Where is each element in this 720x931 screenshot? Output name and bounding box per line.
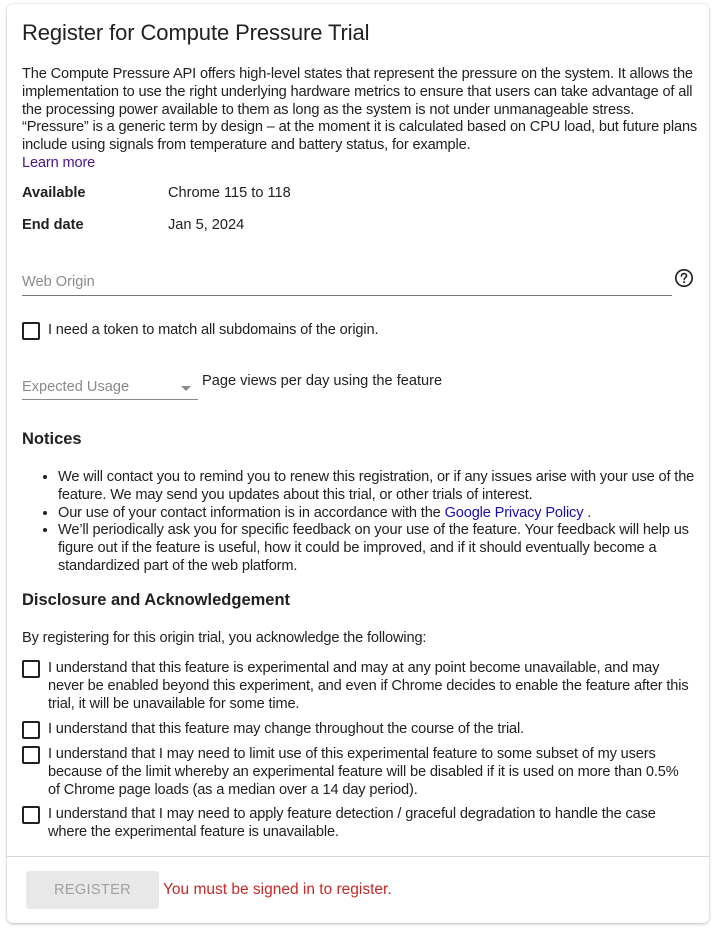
web-origin-field bbox=[22, 270, 672, 296]
acknowledgement-checkbox[interactable] bbox=[22, 660, 40, 678]
page-title: Register for Compute Pressure Trial bbox=[22, 20, 370, 45]
acknowledgement-label: I understand that this feature may change throughout the course of the trial. bbox=[48, 721, 525, 737]
acknowledgement-row bbox=[22, 746, 692, 799]
dropdown-caret-icon bbox=[181, 386, 191, 391]
end-date-value: Jan 5, 2024 bbox=[168, 217, 245, 233]
acknowledgement-checkbox[interactable] bbox=[22, 806, 40, 824]
acknowledgement-label: I understand that I may need to limit use of this experimental feature to some subset of my users because of the limit whereby an experimental feature will be disabled if it is used on more than 0.5% of Chrome page loads (as a median over a 14 day period). bbox=[48, 746, 679, 798]
acknowledgement-checkbox[interactable] bbox=[22, 721, 40, 739]
notice-item: • We will contact you to remind you to renew this registration, or if any issues arise with your use of the feature. We may send you updates about this trial, or other trials of interest. bbox=[58, 469, 702, 505]
end-date-label: End date bbox=[22, 217, 84, 233]
privacy-policy-link[interactable]: Google Privacy Policy bbox=[444, 504, 584, 521]
help-circle-icon[interactable] bbox=[674, 268, 694, 288]
notice-item: • We’ll periodically ask you for specific feedback on your use of the feature. Your feedback will help us figure out if the feature is useful, how it could be improved, and if it should eventually become a standardized part of the web platform. bbox=[58, 522, 702, 575]
registration-card bbox=[7, 4, 709, 923]
available-label: Available bbox=[22, 185, 86, 201]
subdomain-checkbox-label: I need a token to match all subdomains of the origin. bbox=[48, 322, 379, 338]
acknowledgement-row bbox=[22, 806, 692, 842]
acknowledgement-row bbox=[22, 721, 692, 739]
notices-list bbox=[22, 469, 702, 576]
learn-more-link[interactable]: Learn more bbox=[22, 154, 96, 171]
expected-usage-hint: Page views per day using the feature bbox=[202, 373, 443, 389]
disclosure-heading: Disclosure and Acknowledgement bbox=[22, 591, 291, 609]
disclosure-intro: By registering for this origin trial, you acknowledge the following: bbox=[22, 630, 427, 646]
notice-item: • Our use of your contact information is in accordance with the Google Privacy Policy . bbox=[58, 505, 702, 523]
available-value: Chrome 115 to 118 bbox=[168, 185, 291, 201]
notices-heading: Notices bbox=[22, 430, 82, 448]
subdomain-checkbox[interactable] bbox=[22, 322, 40, 340]
web-origin-input[interactable] bbox=[22, 270, 672, 294]
expected-usage-placeholder: Expected Usage bbox=[22, 379, 130, 395]
signin-required-message: You must be signed in to register. bbox=[163, 881, 392, 898]
footer-divider bbox=[7, 856, 709, 857]
subdomain-checkbox-row bbox=[22, 322, 378, 340]
acknowledgement-row bbox=[22, 660, 692, 713]
description-text: The Compute Pressure API offers high-level states that represent the pressure on the system. It allows the implementation to use the right underlying hardware metrics to ensure that users can take advantage of all the processing power available to them as long as the system is not under unmanageable stress. “Pressure” is a generic term by design – at the moment it is calculated based on CPU load, but future plans include using signals from temperature and battery status, for example. bbox=[22, 66, 698, 154]
expected-usage-select[interactable] bbox=[22, 376, 198, 400]
acknowledgement-checkbox[interactable] bbox=[22, 746, 40, 764]
register-button[interactable]: REGISTER bbox=[26, 871, 159, 909]
trial-description bbox=[22, 66, 702, 173]
acknowledgement-label: I understand that I may need to apply feature detection / graceful degradation to handle the case where the experimental feature is unavailable. bbox=[48, 806, 656, 840]
acknowledgement-label: I understand that this feature is experimental and may at any point become unavailable, and may never be enabled beyond this experiment, and even if Chrome decides to enable the feature after this trial, it will be unavailable for some time. bbox=[48, 660, 689, 712]
